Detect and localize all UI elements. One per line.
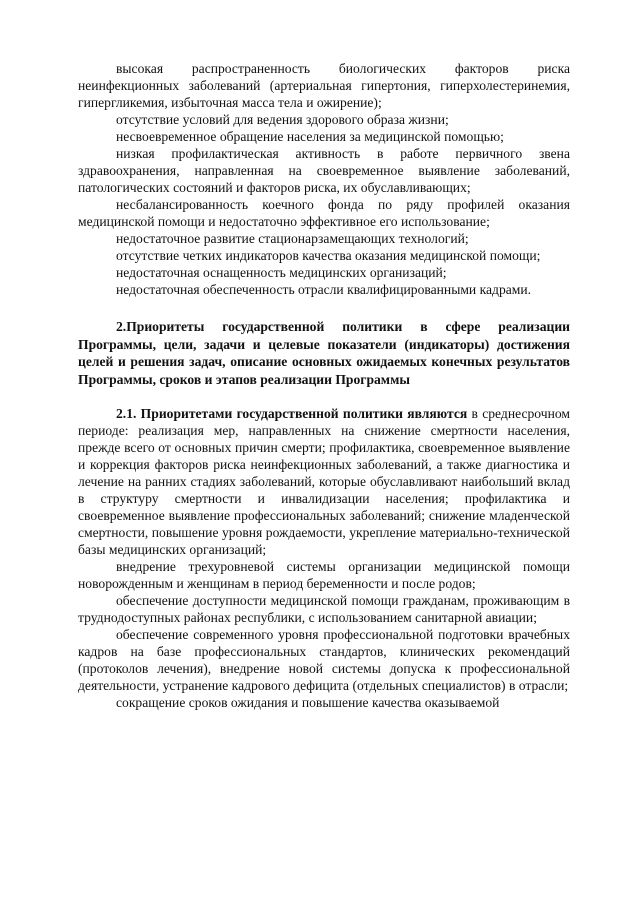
list-item: отсутствие условий для ведения здорового образа жизни; [116,112,449,127]
list-item: обеспечение доступности медицинской помощи гражданам, проживающим в труднодоступных районах республики, с использованием санитарной авиации; [78,593,570,625]
list-item: отсутствие четких индикаторов качества оказания медицинской помощи; [116,248,541,263]
section-2-1-text: в среднесрочном периоде: реализация мер, направленных на снижение смертности населения, прежде всего от основных причин смерти; профилактика, своевременное выявление и коррекция факторов риска неинфекционных заболеваний, а также диагностика и лечение на ранних стадиях заболеваний, которые обуславливают наибольший вклад в структуру смертности и инвалидизации населения; профилактика и своевременное выявление профессиональных заболеваний; снижение младенческой смертности, повышение уровня рождаемости, укрепление материально-технической базы медицинских организаций; [78,406,570,557]
list-item: сокращение сроков ожидания и повышение качества оказываемой [116,695,500,710]
list-item: внедрение трехуровневой системы организации медицинской помощи новорожденным и женщинам в период беременности и после родов; [78,559,570,591]
section-2-1-lead: 2.1. Приоритетами государственной политики являются [116,406,468,421]
list-item: несбалансированность коечного фонда по ряду профилей оказания медицинской помощи и недостаточно эффективное его использование; [78,197,570,229]
spacer [78,298,570,318]
section-2-1-paragraph [78,405,570,558]
spacer [78,388,570,405]
list-item: недостаточная обеспеченность отрасли квалифицированными кадрами. [116,282,532,297]
list-item: высокая распространенность биологических факторов риска неинфекционных заболеваний (артериальная гипертония, гиперхолестеринемия, гипергликемия, избыточная масса тела и ожирение); [78,61,570,110]
section-heading: 2.Приоритеты государственной политики в сфере реализации Программы, цели, задачи и целевые показатели (индикаторы) достижения целей и решения задач, описание основных ожидаемых конечных результатов Программы, сроков и этапов реализации Программы [78,319,570,387]
list-item: недостаточная оснащенность медицинских организаций; [116,265,447,280]
list-item: недостаточное развитие стационарзамещающих технологий; [116,231,469,246]
list-item: несвоевременное обращение населения за медицинской помощью; [116,129,504,144]
list-item: обеспечение современного уровня профессиональной подготовки врачебных кадров на базе профессиональных стандартов, клинических рекомендаций (протоколов лечения), внедрение новой системы допуска к профессиональной деятельности, устранение кадрового дефицита (отдельных специалистов) в отрасли; [78,627,570,693]
list-item: низкая профилактическая активность в работе первичного звена здравоохранения, направленная на своевременное выявление заболеваний, патологических состояний и факторов риска, их обуславливающих; [78,146,570,195]
document-page [78,60,570,711]
